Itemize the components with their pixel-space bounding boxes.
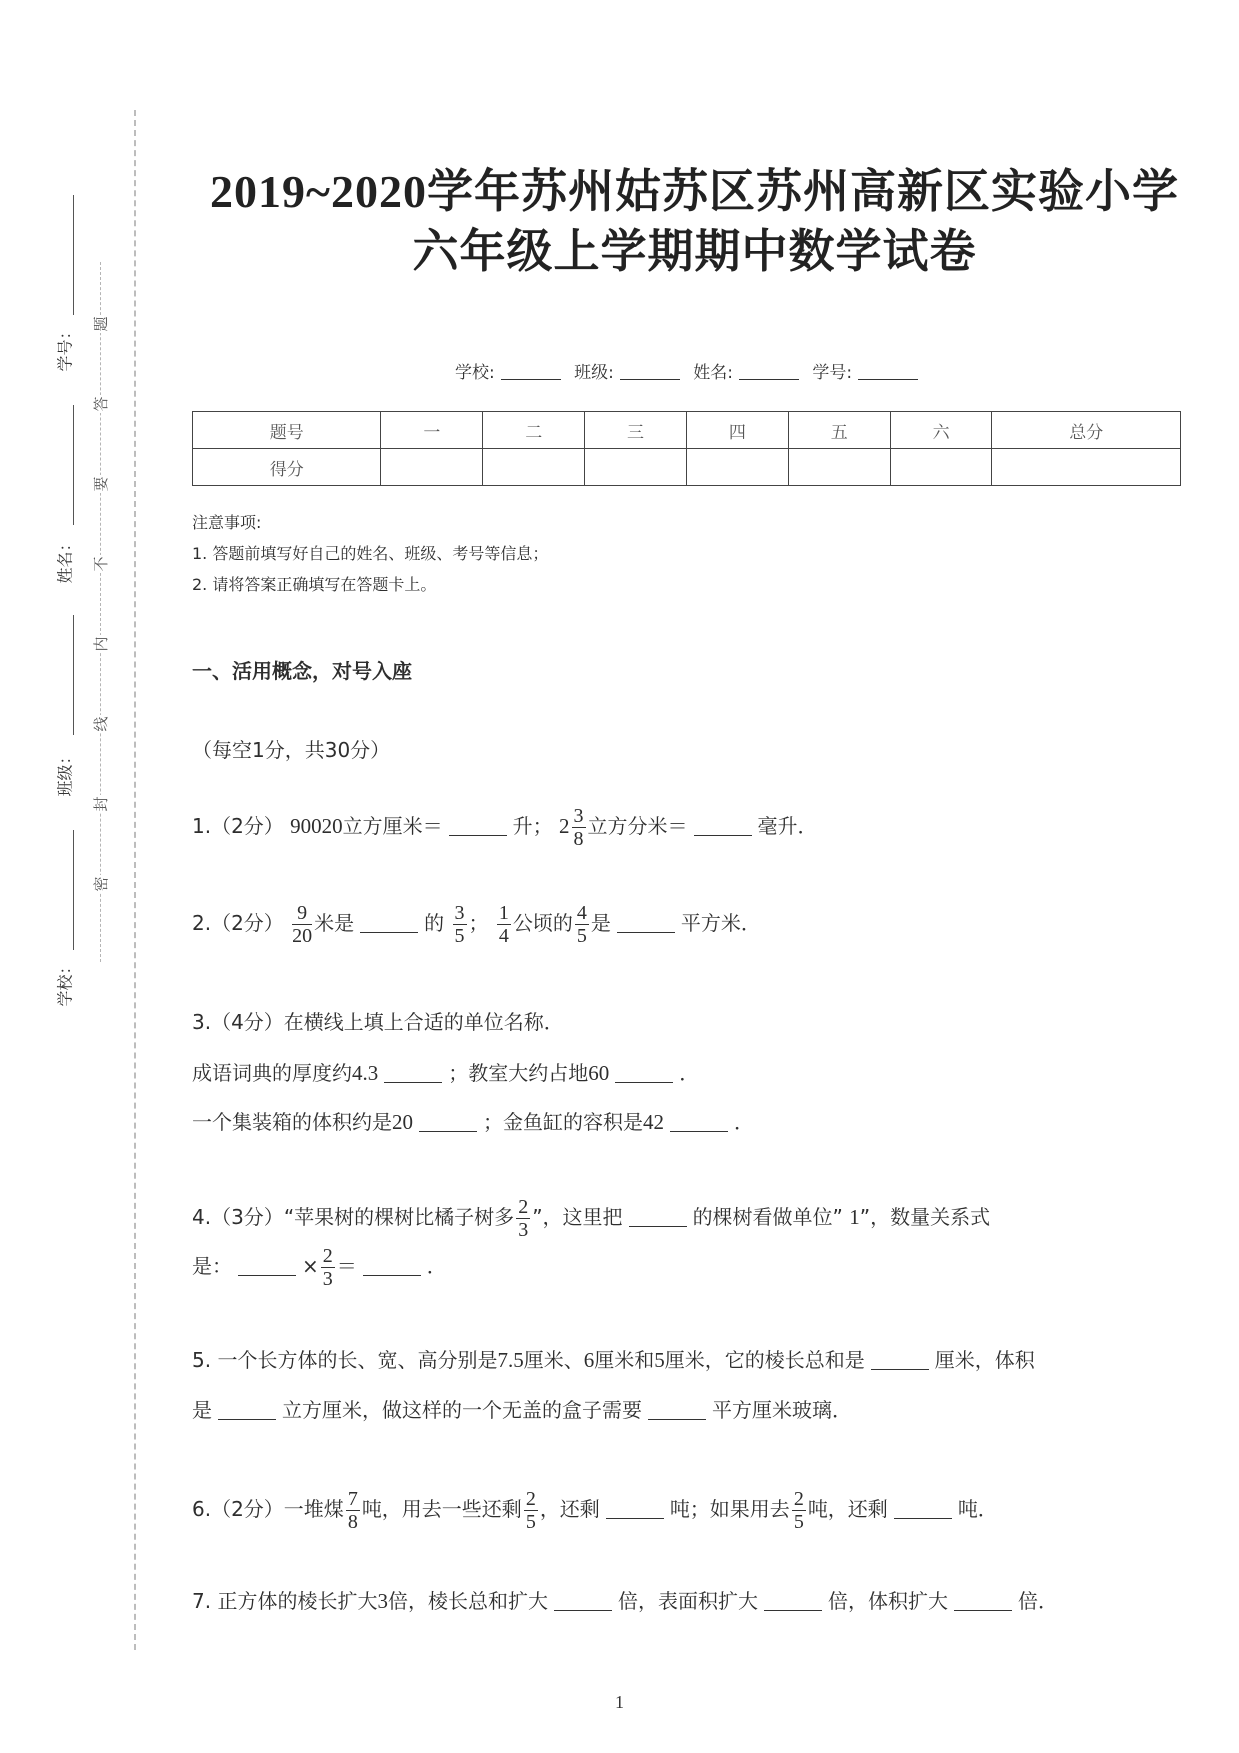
school-blank[interactable]: [501, 363, 561, 380]
number: 90020: [290, 814, 343, 838]
text: 厘米，体积: [934, 1348, 1035, 1372]
number: 20: [392, 1110, 413, 1134]
id-blank[interactable]: [858, 363, 918, 380]
question-3-line: [192, 1106, 754, 1135]
text: 吨．: [957, 1497, 998, 1521]
seal-char: 题: [92, 316, 110, 332]
text: 成语词典的厚度约: [192, 1061, 352, 1085]
score-cell[interactable]: [381, 449, 483, 486]
fraction: $\frac{4}{5}$: [576, 902, 587, 947]
answer-blank[interactable]: [764, 1592, 822, 1611]
answer-blank[interactable]: [629, 1208, 687, 1227]
text: 厘米，它的棱长总和是: [664, 1348, 865, 1372]
text: “苹果树的棵树比橘子树多: [283, 1205, 515, 1229]
score-table: [192, 411, 1181, 486]
question-number: 4.（3分）: [192, 1205, 284, 1229]
table-cell: 四: [686, 412, 788, 449]
text: 是: [192, 1398, 212, 1422]
table-cell: 题号: [193, 412, 381, 449]
question-3: 3.（4分）在横线上填上合适的单位名称．: [192, 1010, 564, 1034]
school-label: 学校：: [55, 958, 75, 1007]
notice-item: 1. 答题前填写好自己的姓名、班级、考号等信息；: [192, 544, 549, 563]
fraction: $\frac{7}{8}$: [347, 1488, 358, 1533]
fraction: $\frac{3}{8}$: [573, 805, 584, 850]
question-6: [192, 1488, 998, 1533]
seal-char: 密: [92, 876, 110, 892]
answer-blank[interactable]: [218, 1401, 276, 1420]
student-id-line[interactable]: [73, 195, 74, 315]
answer-blank[interactable]: [615, 1064, 673, 1083]
question-5: [192, 1344, 1035, 1373]
answer-blank[interactable]: [648, 1401, 706, 1420]
text: 吨；如果用去: [669, 1497, 790, 1521]
page-title: 2019~2020学年苏州姑苏区苏州高新区实验小学: [210, 166, 1179, 217]
text: ．: [734, 1110, 754, 1134]
score-cell[interactable]: [585, 449, 687, 486]
number: 42: [643, 1110, 664, 1134]
notice-title: 注意事项:: [192, 513, 262, 532]
table-row: [193, 412, 1181, 449]
student-info-row: [455, 358, 926, 383]
text: 倍，棱长总和扩大: [387, 1589, 548, 1613]
answer-blank[interactable]: [617, 914, 675, 933]
answer-blank[interactable]: [360, 914, 418, 933]
text: 厘米、: [523, 1348, 584, 1372]
question-1: [192, 805, 818, 850]
table-cell: 一: [381, 412, 483, 449]
table-cell: 二: [483, 412, 585, 449]
answer-blank[interactable]: [694, 817, 752, 836]
text: ＝: [336, 1254, 357, 1278]
answer-blank[interactable]: [363, 1257, 421, 1276]
seal-char: 线: [92, 716, 110, 732]
number: 6: [583, 1348, 595, 1372]
number: 3: [377, 1589, 388, 1613]
number: 7.5: [497, 1348, 524, 1372]
text: 是：: [192, 1254, 232, 1278]
seal-char: 封: [92, 796, 110, 812]
answer-blank[interactable]: [871, 1351, 929, 1370]
answer-blank[interactable]: [894, 1500, 952, 1519]
question-7: [192, 1585, 1058, 1614]
fraction: $\frac{3}{5}$: [454, 902, 465, 947]
section-heading: 一、活用概念，对号入座: [192, 659, 412, 683]
page-subtitle: 六年级上学期期中数学试卷: [412, 226, 977, 277]
text: 立方分米＝: [587, 814, 688, 838]
answer-blank[interactable]: [238, 1257, 296, 1276]
seal-char: 要: [92, 476, 110, 492]
score-cell[interactable]: [788, 449, 890, 486]
text: 7. 正方体的棱长扩大: [192, 1589, 378, 1613]
seal-char: 内: [92, 636, 110, 652]
fraction: $\frac{2}{5}$: [525, 1488, 536, 1533]
text: 吨，用去一些还剩: [361, 1497, 522, 1521]
answer-blank[interactable]: [606, 1500, 664, 1519]
text: ”，这里把: [532, 1205, 623, 1229]
table-cell: 总分: [992, 412, 1181, 449]
score-cell[interactable]: [890, 449, 992, 486]
id-field-label: 学号:: [812, 363, 853, 383]
question-number: 6.（2分）一堆煤: [192, 1497, 344, 1521]
class-field-label: 班级:: [574, 363, 614, 383]
text: 5. 一个长方体的长、宽、高分别是: [192, 1348, 498, 1372]
number: 2: [559, 814, 570, 838]
score-cell[interactable]: [686, 449, 788, 486]
class-label: 班级：: [55, 748, 75, 797]
text: 倍，表面积扩大: [617, 1589, 758, 1613]
text: ”，数量关系式: [859, 1205, 991, 1229]
class-line[interactable]: [73, 615, 74, 735]
answer-blank[interactable]: [449, 817, 507, 836]
table-row: [193, 449, 1181, 486]
text: 的: [424, 911, 445, 935]
name-line[interactable]: [73, 405, 74, 525]
seal-char: 不: [92, 556, 110, 572]
seal-dashed-line: [100, 262, 101, 962]
name-label: 姓名：: [55, 535, 75, 584]
question-2: [192, 902, 761, 947]
text: 升；: [512, 814, 553, 838]
text: ；教室大约占地: [448, 1061, 589, 1085]
class-blank[interactable]: [620, 363, 680, 380]
score-cell[interactable]: [992, 449, 1181, 486]
table-cell: 三: [585, 412, 687, 449]
table-cell: 五: [788, 412, 890, 449]
page-number: 1: [615, 1692, 624, 1712]
answer-blank[interactable]: [384, 1064, 442, 1083]
text: ×: [302, 1254, 319, 1278]
school-line[interactable]: [73, 830, 74, 950]
answer-blank[interactable]: [419, 1113, 477, 1132]
question-3-line: [192, 1057, 699, 1086]
number: 5: [654, 1348, 665, 1372]
name-blank[interactable]: [739, 363, 799, 380]
text: 公顷的: [512, 911, 573, 935]
number: 1: [849, 1205, 860, 1229]
question-5-line: [192, 1394, 852, 1423]
fraction: $\frac{2}{5}$: [793, 1488, 804, 1533]
answer-blank[interactable]: [554, 1592, 612, 1611]
text: ；金鱼缸的容积是: [483, 1110, 643, 1134]
score-cell[interactable]: [483, 449, 585, 486]
text: 平方米．: [680, 911, 761, 935]
text: 毫升．: [757, 814, 818, 838]
question-4-line: [192, 1245, 447, 1290]
text: 的棵树看做单位”: [692, 1205, 843, 1229]
text: 是: [590, 911, 611, 935]
question-number: 1.（2分）: [192, 814, 284, 838]
text: 立方厘米＝: [342, 814, 443, 838]
text: 倍，体积扩大: [827, 1589, 948, 1613]
seal-char: 答: [92, 396, 110, 412]
fraction: $\frac{9}{20}$: [292, 902, 313, 947]
number: 60: [588, 1061, 610, 1085]
student-id-label: 学号：: [55, 323, 75, 372]
text: ．: [679, 1061, 700, 1085]
text: 立方厘米，做这样的一个无盖的盒子需要: [282, 1398, 642, 1422]
text: 倍．: [1017, 1589, 1058, 1613]
name-field-label: 姓名:: [693, 363, 734, 383]
fraction: $\frac{2}{3}$: [518, 1196, 529, 1241]
answer-blank[interactable]: [670, 1113, 728, 1132]
fraction: $\frac{1}{4}$: [498, 902, 509, 947]
table-cell: 得分: [193, 449, 381, 486]
text: 一个集装箱的体积约是: [192, 1110, 392, 1134]
number: 4.3: [352, 1061, 379, 1085]
text: 米是: [314, 911, 355, 935]
table-cell: 六: [890, 412, 992, 449]
fraction: $\frac{2}{3}$: [322, 1245, 333, 1290]
school-field-label: 学校:: [455, 363, 495, 383]
notice-item: 2. 请将答案正确填写在答题卡上。: [192, 575, 437, 594]
answer-blank[interactable]: [954, 1592, 1012, 1611]
text: ；: [468, 911, 489, 935]
binding-dashed-line: [134, 110, 136, 1650]
text: ，还剩: [539, 1497, 600, 1521]
text: 平方厘米玻璃．: [712, 1398, 852, 1422]
section-note: （每空1分，共30分）: [192, 738, 391, 762]
question-4: [192, 1196, 990, 1241]
text: 厘米和: [594, 1348, 655, 1372]
text: 吨，还剩: [807, 1497, 888, 1521]
question-number: 2.（2分）: [192, 911, 284, 935]
text: ．: [426, 1254, 447, 1278]
